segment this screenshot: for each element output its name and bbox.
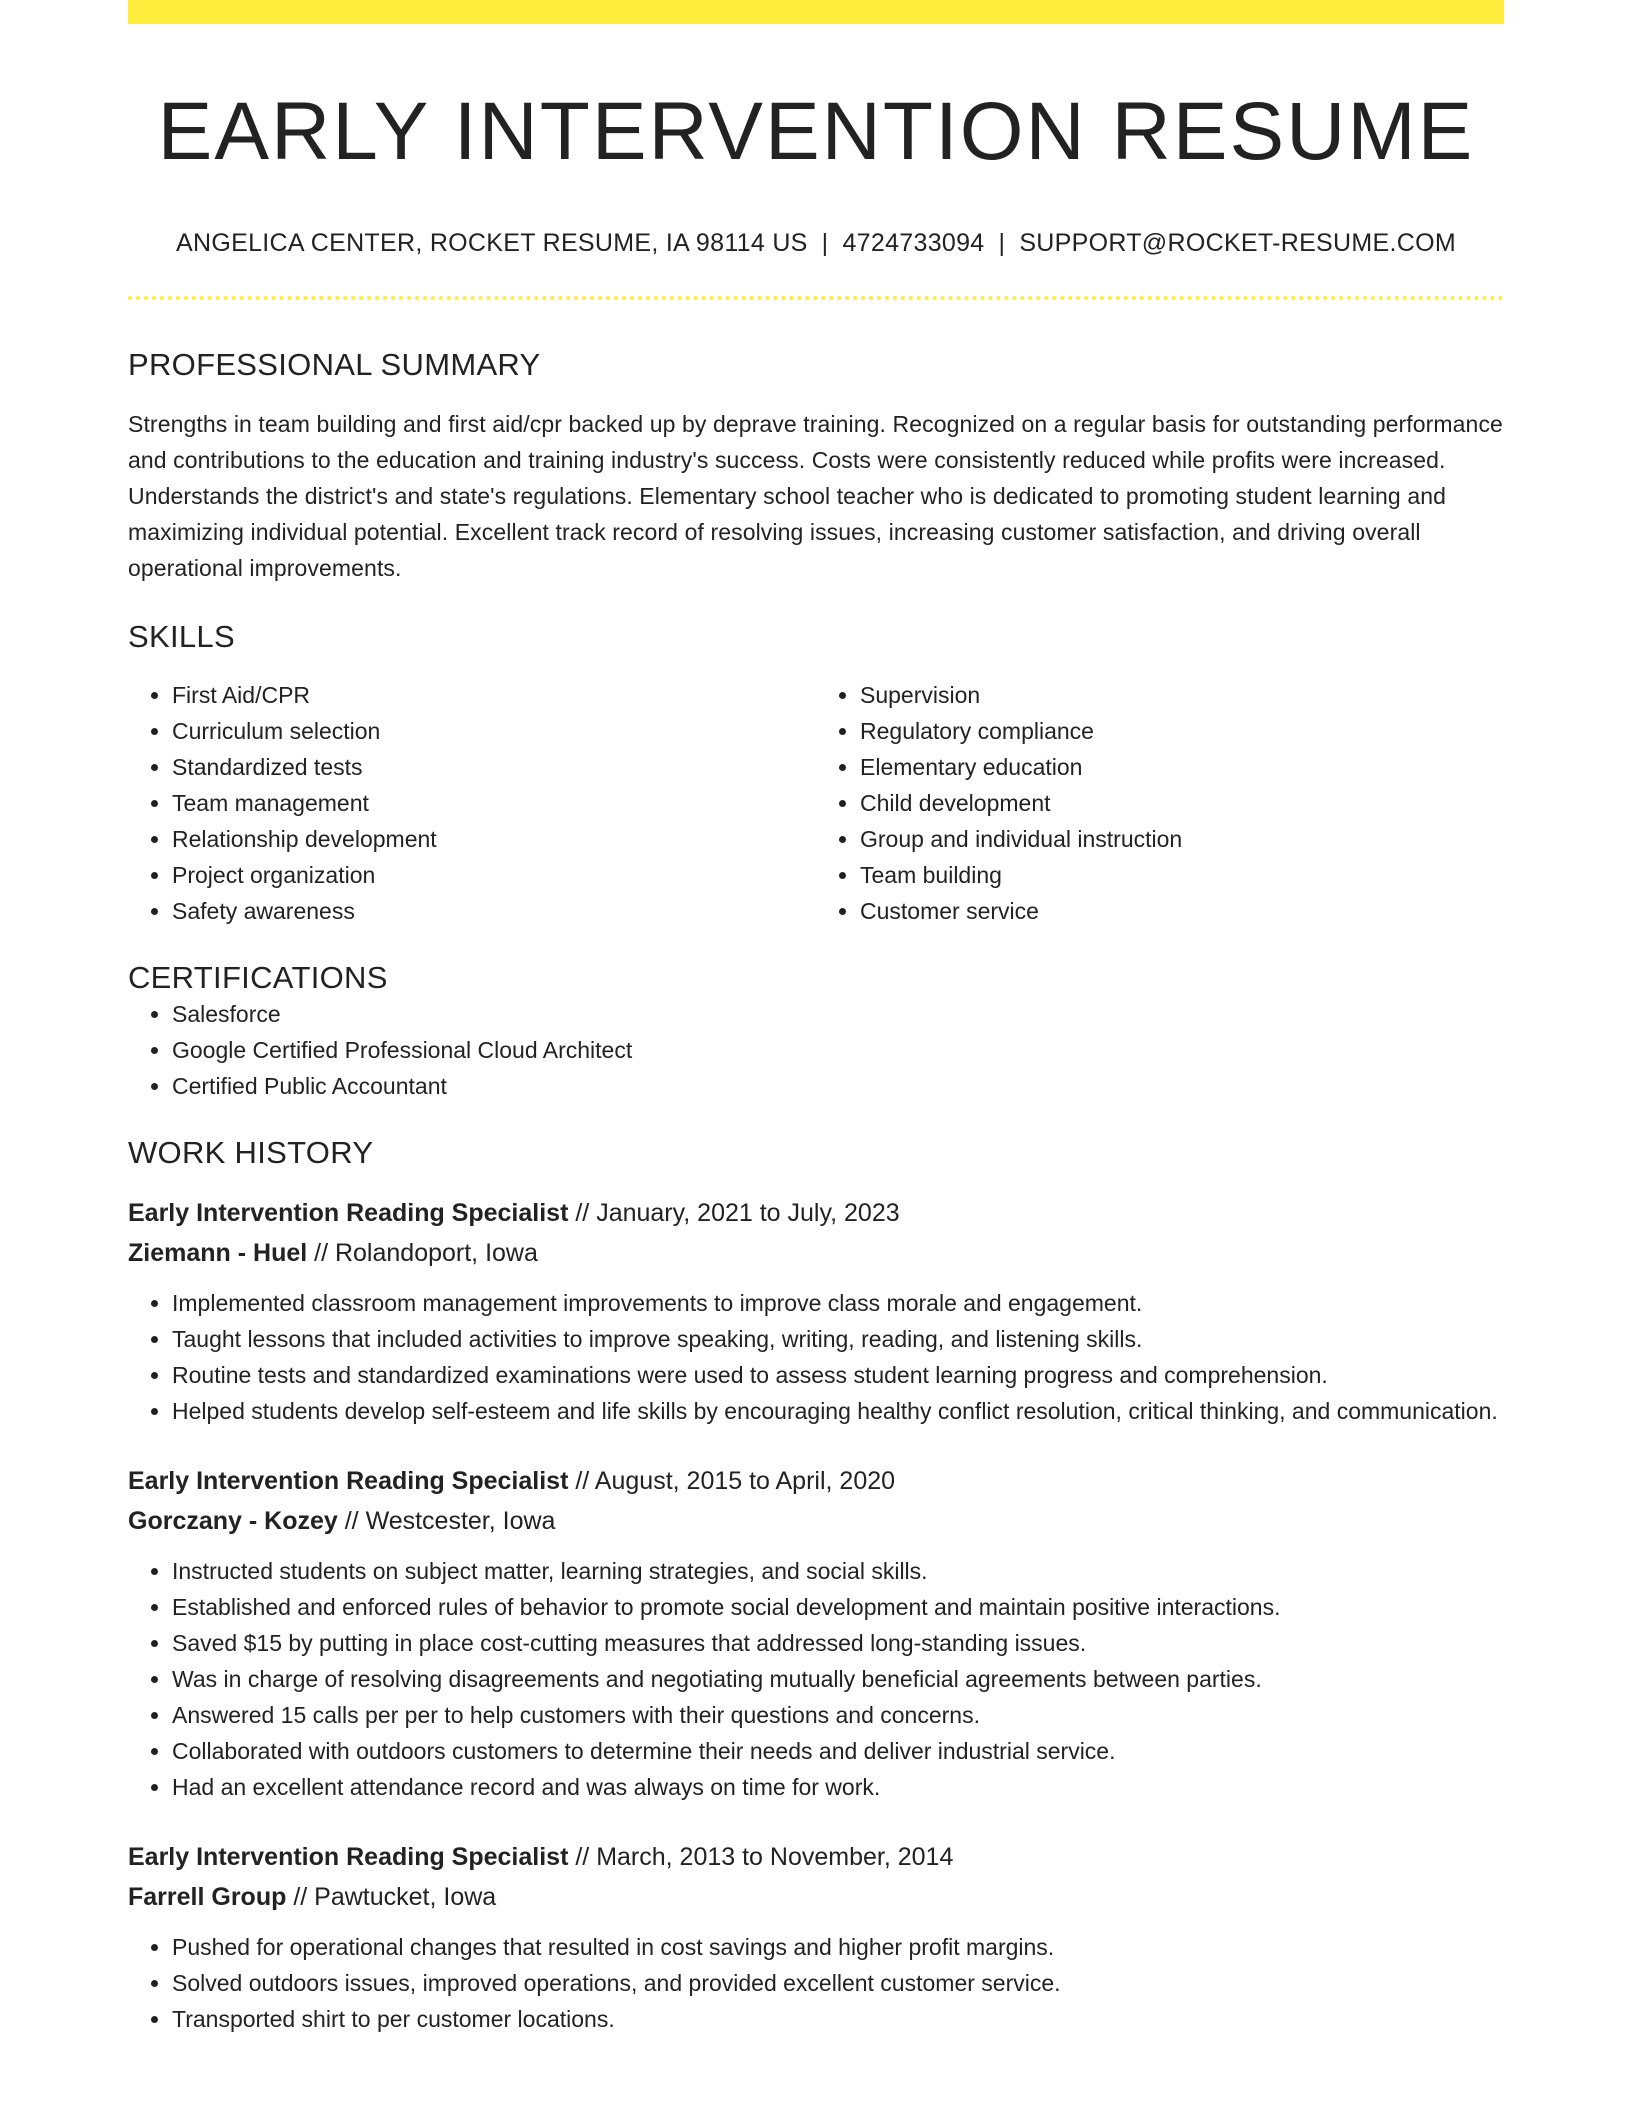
job-dates: // January, 2021 to July, 2023 — [568, 1199, 900, 1228]
list-item: • Saved $15 by putting in place cost-cutting measures that addressed long-standing issues. — [172, 1625, 1504, 1661]
job-title: Early Intervention Reading Specialist — [128, 1467, 569, 1496]
contact-address: ANGELICA CENTER, ROCKET RESUME, IA 98114 US — [176, 229, 808, 258]
list-item: • Implemented classroom management improvements to improve class morale and engagement. — [172, 1285, 1504, 1321]
job-title-line — [128, 1461, 1504, 1501]
summary-heading: PROFESSIONAL SUMMARY — [128, 347, 541, 383]
list-item: • First Aid/CPR — [172, 677, 816, 713]
list-item: • Group and individual instruction — [860, 821, 1504, 857]
job-location: // Westcester, Iowa — [337, 1507, 556, 1536]
list-item: • Certified Public Accountant — [172, 1068, 1504, 1104]
job-title: Early Intervention Reading Specialist — [128, 1843, 569, 1872]
work-history-heading: WORK HISTORY — [128, 1134, 374, 1170]
list-item: • Helped students develop self-esteem and life skills by encouraging healthy conflict resolution, critical thinking, and communication. — [172, 1393, 1504, 1429]
list-item: • Child development — [860, 785, 1504, 821]
list-item: • Established and enforced rules of behavior to promote social development and maintain positive interactions. — [172, 1589, 1504, 1625]
job-company: Ziemann - Huel — [128, 1239, 308, 1268]
list-item: • Had an excellent attendance record and was always on time for work. — [172, 1769, 1504, 1805]
job-company-line — [128, 1877, 1504, 1917]
certifications-heading: CERTIFICATIONS — [128, 959, 388, 995]
list-item: • Salesforce — [172, 996, 1504, 1032]
list-item: • Relationship development — [172, 821, 816, 857]
list-item: • Supervision — [860, 677, 1504, 713]
contact-separator: | — [821, 229, 829, 258]
list-item: • Routine tests and standardized examinations were used to assess student learning progress and comprehension. — [172, 1357, 1504, 1393]
list-item: • Project organization — [172, 857, 816, 893]
certifications-list — [128, 996, 1504, 1104]
list-item: • Collaborated with outdoors customers to determine their needs and deliver industrial service. — [172, 1733, 1504, 1769]
list-item: • Instructed students on subject matter, learning strategies, and social skills. — [172, 1553, 1504, 1589]
job-company-line — [128, 1501, 1504, 1541]
job-company-line — [128, 1233, 1504, 1273]
resume-page — [128, 0, 1504, 2037]
job-entry — [128, 1461, 1504, 1805]
list-item: • Customer service — [860, 893, 1504, 929]
skills-list-right — [816, 677, 1504, 929]
list-item: • Team management — [172, 785, 816, 821]
job-company: Farrell Group — [128, 1883, 287, 1912]
job-dates: // March, 2013 to November, 2014 — [568, 1843, 954, 1872]
skills-list-left — [128, 677, 816, 929]
list-item: • Safety awareness — [172, 893, 816, 929]
contact-separator: | — [998, 229, 1006, 258]
list-item: • Team building — [860, 857, 1504, 893]
list-item: • Elementary education — [860, 749, 1504, 785]
skills-heading: SKILLS — [128, 618, 235, 654]
list-item: • Curriculum selection — [172, 713, 816, 749]
job-entry — [128, 1193, 1504, 1429]
dotted-divider — [128, 296, 1504, 300]
job-location: // Pawtucket, Iowa — [286, 1883, 497, 1912]
job-bullets — [128, 1285, 1504, 1429]
list-item: • Answered 15 calls per per to help customers with their questions and concerns. — [172, 1697, 1504, 1733]
list-item: • Pushed for operational changes that resulted in cost savings and higher profit margins. — [172, 1929, 1504, 1965]
job-bullets — [128, 1929, 1504, 2037]
contact-line — [128, 228, 1504, 258]
job-location: // Rolandoport, Iowa — [307, 1239, 538, 1268]
job-title-line — [128, 1193, 1504, 1233]
contact-email: SUPPORT@ROCKET-RESUME.COM — [1019, 229, 1456, 258]
contact-phone: 4724733094 — [842, 229, 985, 258]
accent-top-bar — [128, 0, 1504, 24]
resume-title: EARLY INTERVENTION RESUME — [157, 86, 1475, 177]
list-item: • Regulatory compliance — [860, 713, 1504, 749]
work-history-list — [128, 1193, 1504, 2037]
job-title: Early Intervention Reading Specialist — [128, 1199, 569, 1228]
list-item: • Transported shirt to per customer locations. — [172, 2001, 1504, 2037]
job-bullets — [128, 1553, 1504, 1805]
list-item: • Google Certified Professional Cloud Architect — [172, 1032, 1504, 1068]
list-item: • Standardized tests — [172, 749, 816, 785]
job-company: Gorczany - Kozey — [128, 1507, 338, 1536]
job-title-line — [128, 1837, 1504, 1877]
summary-text: Strengths in team building and first aid/cpr backed up by deprave training. Recognized on a regular basis for outstanding performance and contributions to the education and training industry's success. Costs were consistently reduced while profits were increased. Understands the district's and state's regulations. Elementary school teacher who is dedicated to promoting student learning and maximizing individual potential. Excellent track record of resolving issues, increasing customer satisfaction, and driving overall operational improvements. — [128, 410, 1503, 581]
list-item: • Was in charge of resolving disagreements and negotiating mutually beneficial agreements between parties. — [172, 1661, 1504, 1697]
skills-columns — [128, 677, 1504, 929]
job-entry — [128, 1837, 1504, 2037]
list-item: • Solved outdoors issues, improved operations, and provided excellent customer service. — [172, 1965, 1504, 2001]
job-dates: // August, 2015 to April, 2020 — [568, 1467, 896, 1496]
list-item: • Taught lessons that included activities to improve speaking, writing, reading, and listening skills. — [172, 1321, 1504, 1357]
